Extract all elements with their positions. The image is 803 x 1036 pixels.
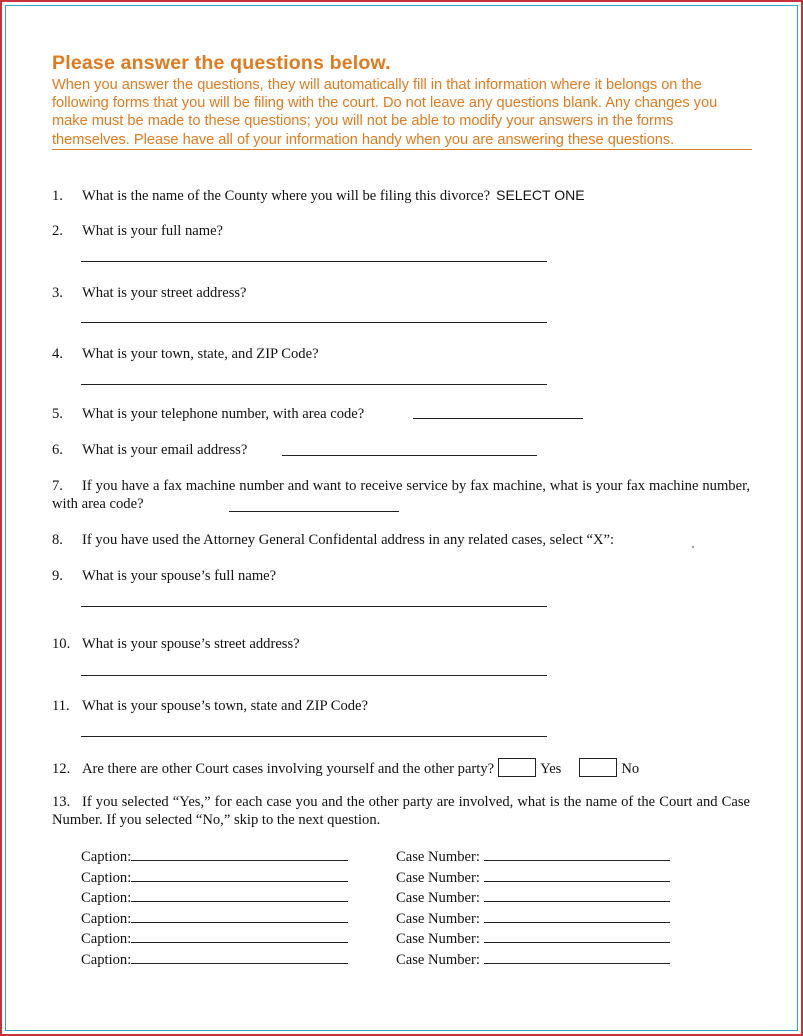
case-number-field[interactable] <box>484 909 670 923</box>
caption-label: Caption: <box>81 869 132 886</box>
case-number-label: Case Number: <box>396 951 480 968</box>
question-1 <box>52 186 585 205</box>
caption-label: Caption: <box>81 849 132 865</box>
case-number-row <box>396 950 670 969</box>
caption-field[interactable] <box>131 929 348 943</box>
case-number-label: Case Number: <box>396 869 480 886</box>
caption-row <box>81 950 348 969</box>
question-text: What is your street address? <box>82 285 247 301</box>
question-number: 1. <box>52 188 63 204</box>
question-12 <box>52 758 639 778</box>
case-number-row <box>396 868 670 887</box>
question-5 <box>52 405 364 423</box>
case-number-row <box>396 909 670 928</box>
caption-field[interactable] <box>131 909 348 923</box>
case-number-field[interactable] <box>484 950 670 964</box>
question-number: 11. <box>52 698 70 714</box>
caption-field[interactable] <box>131 888 348 902</box>
telephone-field[interactable] <box>413 418 583 419</box>
caption-row <box>81 909 348 928</box>
caption-row <box>81 868 348 887</box>
case-number-row <box>396 888 670 907</box>
case-number-label: Case Number: <box>396 890 480 906</box>
question-text: What is your spouse’s town, state and ZIP Code? <box>82 698 369 714</box>
question-9 <box>52 567 276 585</box>
spouse-name-field[interactable] <box>81 606 547 607</box>
caption-row <box>81 847 348 866</box>
case-number-row <box>396 847 670 866</box>
question-number: 8. <box>52 532 63 548</box>
question-text: If you selected “Yes,” for each case you and the other party are involved, what is the name of the Court and Case Number. If you selected “No,” skip to the next question. <box>52 794 750 828</box>
caption-label: Caption: <box>81 931 132 947</box>
page-title: Please answer the questions below. <box>52 52 391 74</box>
question-text: What is your town, state, and ZIP Code? <box>82 346 319 362</box>
caption-row <box>81 888 348 907</box>
case-number-field[interactable] <box>484 868 670 882</box>
caption-field[interactable] <box>131 868 348 882</box>
question-2 <box>52 222 223 240</box>
case-number-field[interactable] <box>484 929 670 943</box>
caption-label: Caption: <box>81 951 132 968</box>
question-text: If you have used the Attorney General Confidental address in any related cases, select “X”: <box>82 532 615 548</box>
question-4 <box>52 345 319 363</box>
intro-text: When you answer the questions, they will automatically fill in that information where it belongs on the following forms that you will be filing with the court. Do not leave any questions blank. Any changes you make must be made to these questions; you will not be able to modify your answers in the forms themselves. Please have all of your information handy when you are answering these questions. <box>52 77 718 148</box>
yes-label: Yes <box>540 761 562 777</box>
county-select[interactable]: SELECT ONE <box>496 187 585 203</box>
caption-field[interactable] <box>131 847 348 861</box>
question-number: 2. <box>52 223 63 239</box>
spouse-street-field[interactable] <box>81 675 547 676</box>
question-number: 4. <box>52 346 63 362</box>
caption-label: Caption: <box>81 910 132 927</box>
case-number-label: Case Number: <box>396 931 480 947</box>
no-checkbox[interactable] <box>579 758 617 777</box>
question-number: 10. <box>52 636 71 652</box>
case-number-field[interactable] <box>484 888 670 902</box>
question-text: If you have a fax machine number and want to receive service by fax machine, what is your fax machine number, with area code? <box>52 478 750 512</box>
caption-row <box>81 929 348 948</box>
question-number: 12. <box>52 761 71 777</box>
question-7 <box>52 477 750 513</box>
question-number: 9. <box>52 568 63 584</box>
question-8 <box>52 531 614 549</box>
caption-field[interactable] <box>131 950 348 964</box>
question-11 <box>52 697 368 715</box>
question-text: What is your email address? <box>82 442 248 458</box>
question-number: 3. <box>52 285 63 301</box>
question-number: 6. <box>52 442 63 458</box>
question-10 <box>52 635 300 653</box>
email-field[interactable] <box>282 455 537 456</box>
caption-label: Caption: <box>81 890 132 906</box>
street-address-field[interactable] <box>81 322 547 323</box>
town-state-zip-field[interactable] <box>81 384 547 385</box>
question-13 <box>52 793 750 829</box>
question-3 <box>52 284 247 302</box>
question-text: What is your spouse’s full name? <box>82 568 277 584</box>
question-text: What is your spouse’s street address? <box>82 636 300 652</box>
full-name-field[interactable] <box>81 261 547 262</box>
no-label: No <box>621 761 640 777</box>
question-number: 5. <box>52 406 63 422</box>
question-number: 13. <box>52 794 71 810</box>
question-text: What is your full name? <box>82 223 224 239</box>
intro-divider <box>52 149 752 150</box>
case-number-field[interactable] <box>484 847 670 861</box>
case-number-label: Case Number: <box>396 910 480 927</box>
question-text: Are there are other Court cases involving yourself and the other party? <box>82 761 495 777</box>
question-number: 7. <box>52 478 63 494</box>
case-number-row <box>396 929 670 948</box>
ag-confidential-select[interactable] <box>692 546 694 548</box>
case-number-label: Case Number: <box>396 849 480 865</box>
question-text: What is the name of the County where you will be filing this divorce? <box>82 188 491 204</box>
question-6 <box>52 441 247 459</box>
spouse-town-field[interactable] <box>81 736 547 737</box>
question-text: What is your telephone number, with area code? <box>82 406 365 422</box>
fax-number-field[interactable] <box>229 511 399 512</box>
yes-checkbox[interactable] <box>498 758 536 777</box>
